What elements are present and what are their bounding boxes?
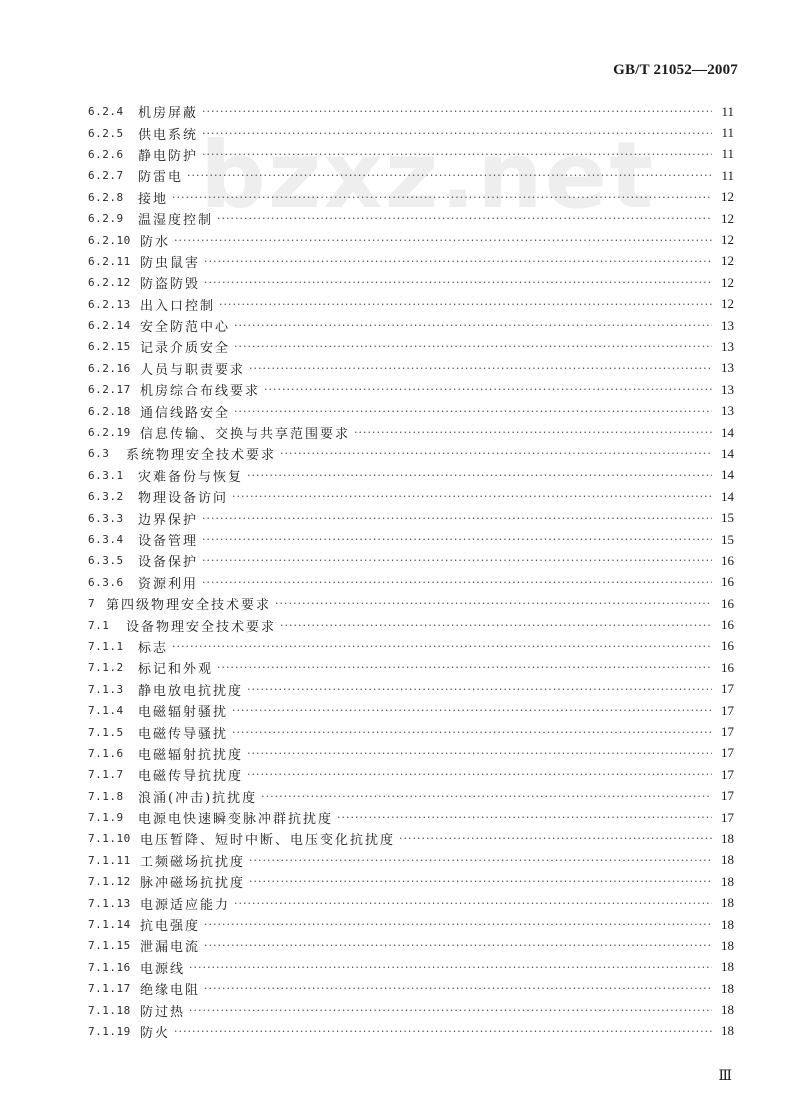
toc-entry-title: 设备物理安全技术要求 — [126, 619, 277, 635]
toc-entry-title: 电磁传导骚扰 — [138, 726, 229, 742]
toc-entry-number: 6.2.15 — [88, 340, 131, 354]
toc-entry[interactable] — [0, 999, 800, 1020]
toc-entry-page: 18 — [721, 1023, 734, 1039]
toc-entry-page: 13 — [721, 381, 734, 397]
toc-entry-title: 通信线路安全 — [140, 405, 231, 421]
toc-entry-title: 静电防护 — [138, 148, 199, 164]
toc-leader-dots — [247, 747, 712, 760]
toc-entry-title: 边界保护 — [138, 512, 199, 528]
toc-entry-title: 绝缘电阻 — [140, 983, 201, 999]
toc-leader-dots — [172, 640, 712, 653]
toc-entry-number: 7.1.17 — [88, 982, 131, 996]
toc-entry-number: 7.1.5 — [88, 725, 124, 739]
toc-entry[interactable] — [0, 764, 800, 785]
toc-entry-title: 记录介质安全 — [140, 341, 231, 357]
toc-entry[interactable] — [0, 828, 800, 849]
toc-leader-dots — [249, 875, 712, 888]
toc-entry[interactable] — [0, 422, 800, 443]
toc-leader-dots — [234, 897, 712, 910]
toc-entry-page: 13 — [721, 360, 734, 376]
toc-entry-page: 15 — [721, 510, 734, 526]
toc-leader-dots — [217, 661, 712, 674]
toc-entry-page: 12 — [721, 232, 734, 248]
toc-entry-title: 第四级物理安全技术要求 — [106, 598, 272, 614]
toc-entry-page: 14 — [721, 445, 734, 461]
toc-entry-number: 7.1.14 — [88, 918, 131, 932]
toc-entry-number: 6.3.6 — [88, 575, 124, 589]
toc-entry[interactable] — [0, 807, 800, 828]
toc-entry-number: 7.1.7 — [88, 768, 124, 782]
toc-entry[interactable] — [0, 507, 800, 528]
toc-leader-dots — [247, 469, 712, 482]
toc-leader-dots — [204, 918, 712, 931]
toc-entry-title: 标志 — [138, 640, 169, 656]
toc-entry[interactable] — [0, 294, 800, 315]
toc-entry[interactable] — [0, 721, 800, 742]
toc-entry-page: 17 — [721, 724, 734, 740]
toc-entry-page: 14 — [721, 467, 734, 483]
toc-entry-page: 12 — [721, 189, 734, 205]
toc-entry[interactable] — [0, 978, 800, 999]
watermark: bzxz.net — [200, 122, 656, 229]
toc-entry-number: 6.2.12 — [88, 276, 131, 290]
toc-entry-page: 18 — [721, 830, 734, 846]
toc-entry[interactable] — [0, 743, 800, 764]
toc-entry-title: 电源适应能力 — [140, 897, 231, 913]
toc-entry-page: 16 — [721, 617, 734, 633]
toc-entry-title: 防盗防毁 — [140, 277, 201, 293]
toc-entry-number: 6.2.11 — [88, 254, 131, 268]
toc-leader-dots — [204, 982, 712, 995]
toc-entry-page: 17 — [721, 702, 734, 718]
toc-entry-title: 标记和外观 — [138, 662, 214, 678]
toc-entry-number: 7.1.19 — [88, 1024, 131, 1038]
toc-entry-title: 设备管理 — [138, 534, 199, 549]
toc-entry[interactable] — [0, 914, 800, 935]
toc-entry[interactable] — [0, 957, 800, 978]
toc-leader-dots — [234, 319, 712, 332]
toc-entry-number: 7.1.12 — [88, 875, 131, 889]
toc-entry-number: 7.1.18 — [88, 1003, 131, 1017]
toc-entry-title: 静电放电抗扰度 — [138, 683, 244, 699]
toc-entry-number: 6.3.5 — [88, 554, 124, 568]
toc-entry-title: 电磁辐射抗扰度 — [138, 747, 244, 763]
toc-entry-number: 7.1.3 — [88, 682, 124, 696]
toc-entry-number: 7.1.6 — [88, 746, 124, 760]
toc-entry-page: 16 — [721, 552, 734, 568]
toc-entry-page: 16 — [721, 659, 734, 675]
toc-entry-title: 工频磁场抗扰度 — [140, 854, 246, 870]
toc-entry-title: 信息传输、交换与共享范围要求 — [140, 427, 351, 443]
toc-leader-dots — [189, 961, 712, 974]
toc-leader-dots — [280, 619, 712, 632]
toc-entry-title: 防过热 — [140, 1004, 186, 1020]
toc-entry[interactable] — [0, 935, 800, 956]
toc-entry-title: 防雷电 — [138, 170, 184, 186]
toc-entry-page: 13 — [721, 338, 734, 354]
toc-entry-page: 18 — [721, 980, 734, 996]
toc-entry[interactable] — [0, 379, 800, 400]
toc-entry[interactable] — [0, 251, 800, 272]
standard-code: GB/T 21052—2007 — [613, 62, 738, 78]
toc-leader-dots — [219, 298, 712, 311]
toc-entry-number: 7 — [88, 597, 96, 611]
toc-entry-page: 17 — [721, 809, 734, 825]
toc-leader-dots — [234, 340, 712, 353]
toc-entry[interactable] — [0, 679, 800, 700]
toc-entry[interactable] — [0, 593, 800, 614]
toc-leader-dots — [264, 383, 712, 396]
toc-entry-number: 6.2.8 — [88, 190, 124, 204]
toc-entry-page: 17 — [721, 788, 734, 804]
toc-leader-dots — [337, 811, 712, 824]
toc-entry[interactable] — [0, 871, 800, 892]
toc-entry-number: 7.1 — [88, 618, 110, 632]
toc-entry[interactable] — [0, 636, 800, 657]
toc-entry-page: 11 — [721, 125, 734, 141]
toc-entry-page: 18 — [721, 959, 734, 975]
toc-entry-number: 6.2.13 — [88, 297, 131, 311]
toc-entry-page: 16 — [721, 595, 734, 611]
toc-entry-title: 机房屏蔽 — [138, 106, 199, 122]
toc-entry-page: 11 — [721, 146, 734, 162]
toc-entry-title: 设备保护 — [138, 555, 199, 571]
toc-entry-number: 7.1.13 — [88, 896, 131, 910]
toc-entry-number: 6.3.2 — [88, 490, 124, 504]
toc-entry-number: 7.1.16 — [88, 960, 131, 974]
toc-entry-page: 18 — [721, 916, 734, 932]
toc-entry-page: 12 — [721, 210, 734, 226]
toc-leader-dots — [187, 169, 712, 182]
toc-entry-page: 15 — [721, 531, 734, 547]
toc-leader-dots — [261, 790, 712, 803]
toc-entry-page: 18 — [721, 937, 734, 953]
toc-entry[interactable] — [0, 550, 800, 571]
toc-entry-number: 6.2.17 — [88, 383, 131, 397]
toc-entry-page: 17 — [721, 681, 734, 697]
toc-entry-number: 6.2.16 — [88, 361, 131, 375]
toc-entry[interactable] — [0, 400, 800, 421]
table-of-contents — [0, 101, 800, 1042]
toc-entry[interactable] — [0, 358, 800, 379]
toc-entry[interactable] — [0, 165, 800, 186]
toc-entry[interactable] — [0, 336, 800, 357]
toc-entry-title: 电磁传导抗扰度 — [138, 769, 244, 785]
toc-entry-page: 18 — [721, 873, 734, 889]
toc-leader-dots — [204, 255, 712, 268]
toc-entry[interactable] — [0, 486, 800, 507]
toc-entry[interactable] — [0, 443, 800, 464]
toc-entry-page: 11 — [721, 167, 734, 183]
toc-leader-dots — [202, 148, 712, 161]
toc-leader-dots — [399, 832, 712, 845]
toc-entry[interactable] — [0, 572, 800, 593]
toc-entry[interactable] — [0, 786, 800, 807]
toc-entry-title: 人员与职责要求 — [140, 362, 246, 378]
toc-entry-title: 温湿度控制 — [138, 213, 214, 229]
toc-entry-title: 安全防范中心 — [140, 320, 231, 336]
toc-entry-title: 资源利用 — [138, 576, 199, 592]
toc-entry-page: 14 — [721, 488, 734, 504]
toc-entry[interactable] — [0, 229, 800, 250]
toc-entry-title: 电源线 — [140, 961, 186, 977]
toc-leader-dots — [202, 512, 712, 525]
toc-entry-title: 防水 — [140, 234, 171, 250]
toc-entry-number: 6.2.18 — [88, 404, 131, 418]
toc-entry-number: 7.1.15 — [88, 939, 131, 953]
page-number: Ⅲ — [718, 1069, 732, 1084]
toc-leader-dots — [202, 127, 712, 140]
toc-entry-page: 16 — [721, 638, 734, 654]
toc-entry-number: 7.1.4 — [88, 704, 124, 718]
toc-leader-dots — [249, 854, 712, 867]
toc-entry-page: 14 — [721, 424, 734, 440]
toc-entry-number: 6.2.19 — [88, 426, 131, 440]
toc-entry[interactable] — [0, 101, 800, 122]
toc-entry-title: 供电系统 — [138, 127, 199, 143]
toc-entry[interactable] — [0, 465, 800, 486]
toc-leader-dots — [204, 276, 712, 289]
toc-entry[interactable] — [0, 529, 800, 550]
toc-leader-dots — [234, 405, 712, 418]
toc-entry-number: 6.2.14 — [88, 319, 131, 333]
toc-entry-title: 防火 — [140, 1025, 171, 1041]
toc-entry-number: 6.3 — [88, 447, 110, 461]
toc-entry-title: 系统物理安全技术要求 — [126, 448, 277, 464]
toc-entry[interactable] — [0, 144, 800, 165]
toc-leader-dots — [189, 1004, 712, 1017]
toc-entry-page: 18 — [721, 852, 734, 868]
toc-entry[interactable] — [0, 122, 800, 143]
toc-entry-title: 抗电强度 — [140, 919, 201, 935]
toc-entry-number: 7.1.2 — [88, 661, 124, 675]
toc-leader-dots — [232, 726, 712, 739]
toc-entry-page: 13 — [721, 317, 734, 333]
toc-leader-dots — [202, 105, 712, 118]
toc-entry-title: 防虫鼠害 — [140, 255, 201, 271]
toc-entry[interactable] — [0, 614, 800, 635]
toc-entry[interactable] — [0, 1021, 800, 1042]
toc-entry-number: 6.3.1 — [88, 468, 124, 482]
toc-leader-dots — [217, 212, 712, 225]
toc-leader-dots — [232, 490, 712, 503]
toc-leader-dots — [202, 554, 712, 567]
toc-entry-title: 浪涌(冲击)抗扰度 — [138, 790, 258, 806]
toc-entry-title: 泄漏电流 — [140, 940, 201, 956]
toc-entry-page: 12 — [721, 253, 734, 269]
toc-leader-dots — [275, 597, 712, 610]
toc-leader-dots — [232, 704, 712, 717]
toc-entry-title: 电压暂降、短时中断、电压变化抗扰度 — [140, 833, 396, 849]
toc-entry-number: 6.2.9 — [88, 212, 124, 226]
toc-entry-title: 灾难备份与恢复 — [138, 469, 244, 485]
toc-entry-title: 电源电快速瞬变脉冲群抗扰度 — [138, 812, 334, 828]
toc-leader-dots — [354, 426, 712, 439]
toc-entry-title: 物理设备访问 — [138, 491, 229, 507]
toc-leader-dots — [202, 576, 712, 589]
toc-entry-page: 18 — [721, 895, 734, 911]
toc-leader-dots — [174, 1025, 712, 1038]
toc-entry-title: 电磁辐射骚扰 — [138, 705, 229, 721]
toc-entry[interactable] — [0, 657, 800, 678]
toc-entry-number: 7.1.11 — [88, 853, 131, 867]
toc-entry[interactable] — [0, 700, 800, 721]
toc-entry-number: 6.2.6 — [88, 147, 124, 161]
toc-entry-number: 6.3.3 — [88, 511, 124, 525]
toc-entry-number: 7.1.8 — [88, 789, 124, 803]
toc-entry-title: 接地 — [138, 191, 169, 207]
toc-entry-title: 脉冲磁场抗扰度 — [140, 876, 246, 892]
toc-entry-number: 7.1.1 — [88, 639, 124, 653]
toc-entry[interactable] — [0, 892, 800, 913]
toc-entry-page: 17 — [721, 766, 734, 782]
toc-leader-dots — [249, 362, 712, 375]
toc-entry-page: 18 — [721, 1002, 734, 1018]
toc-entry[interactable] — [0, 208, 800, 229]
toc-leader-dots — [247, 683, 712, 696]
toc-entry-page: 12 — [721, 296, 734, 312]
toc-entry[interactable] — [0, 850, 800, 871]
toc-entry-page: 17 — [721, 745, 734, 761]
toc-leader-dots — [174, 234, 712, 247]
toc-entry-page: 16 — [721, 574, 734, 590]
toc-entry-title: 机房综合布线要求 — [140, 384, 261, 400]
toc-entry[interactable] — [0, 272, 800, 293]
toc-leader-dots — [172, 191, 712, 204]
toc-entry-number: 6.3.4 — [88, 533, 124, 546]
toc-entry-title: 出入口控制 — [140, 298, 216, 314]
toc-leader-dots — [202, 533, 712, 546]
toc-entry-number: 7.1.9 — [88, 811, 124, 825]
toc-leader-dots — [204, 939, 712, 952]
toc-entry-number: 6.2.5 — [88, 126, 124, 140]
toc-entry-page: 11 — [721, 103, 734, 119]
toc-entry[interactable] — [0, 187, 800, 208]
toc-entry-number: 6.2.4 — [88, 105, 124, 119]
toc-entry-page: 13 — [721, 403, 734, 419]
toc-leader-dots — [280, 447, 712, 460]
toc-entry-page: 12 — [721, 274, 734, 290]
toc-entry[interactable] — [0, 315, 800, 336]
toc-leader-dots — [247, 768, 712, 781]
toc-entry-number: 6.2.7 — [88, 169, 124, 183]
toc-entry-number: 7.1.10 — [88, 832, 131, 846]
toc-entry-number: 6.2.10 — [88, 233, 131, 247]
